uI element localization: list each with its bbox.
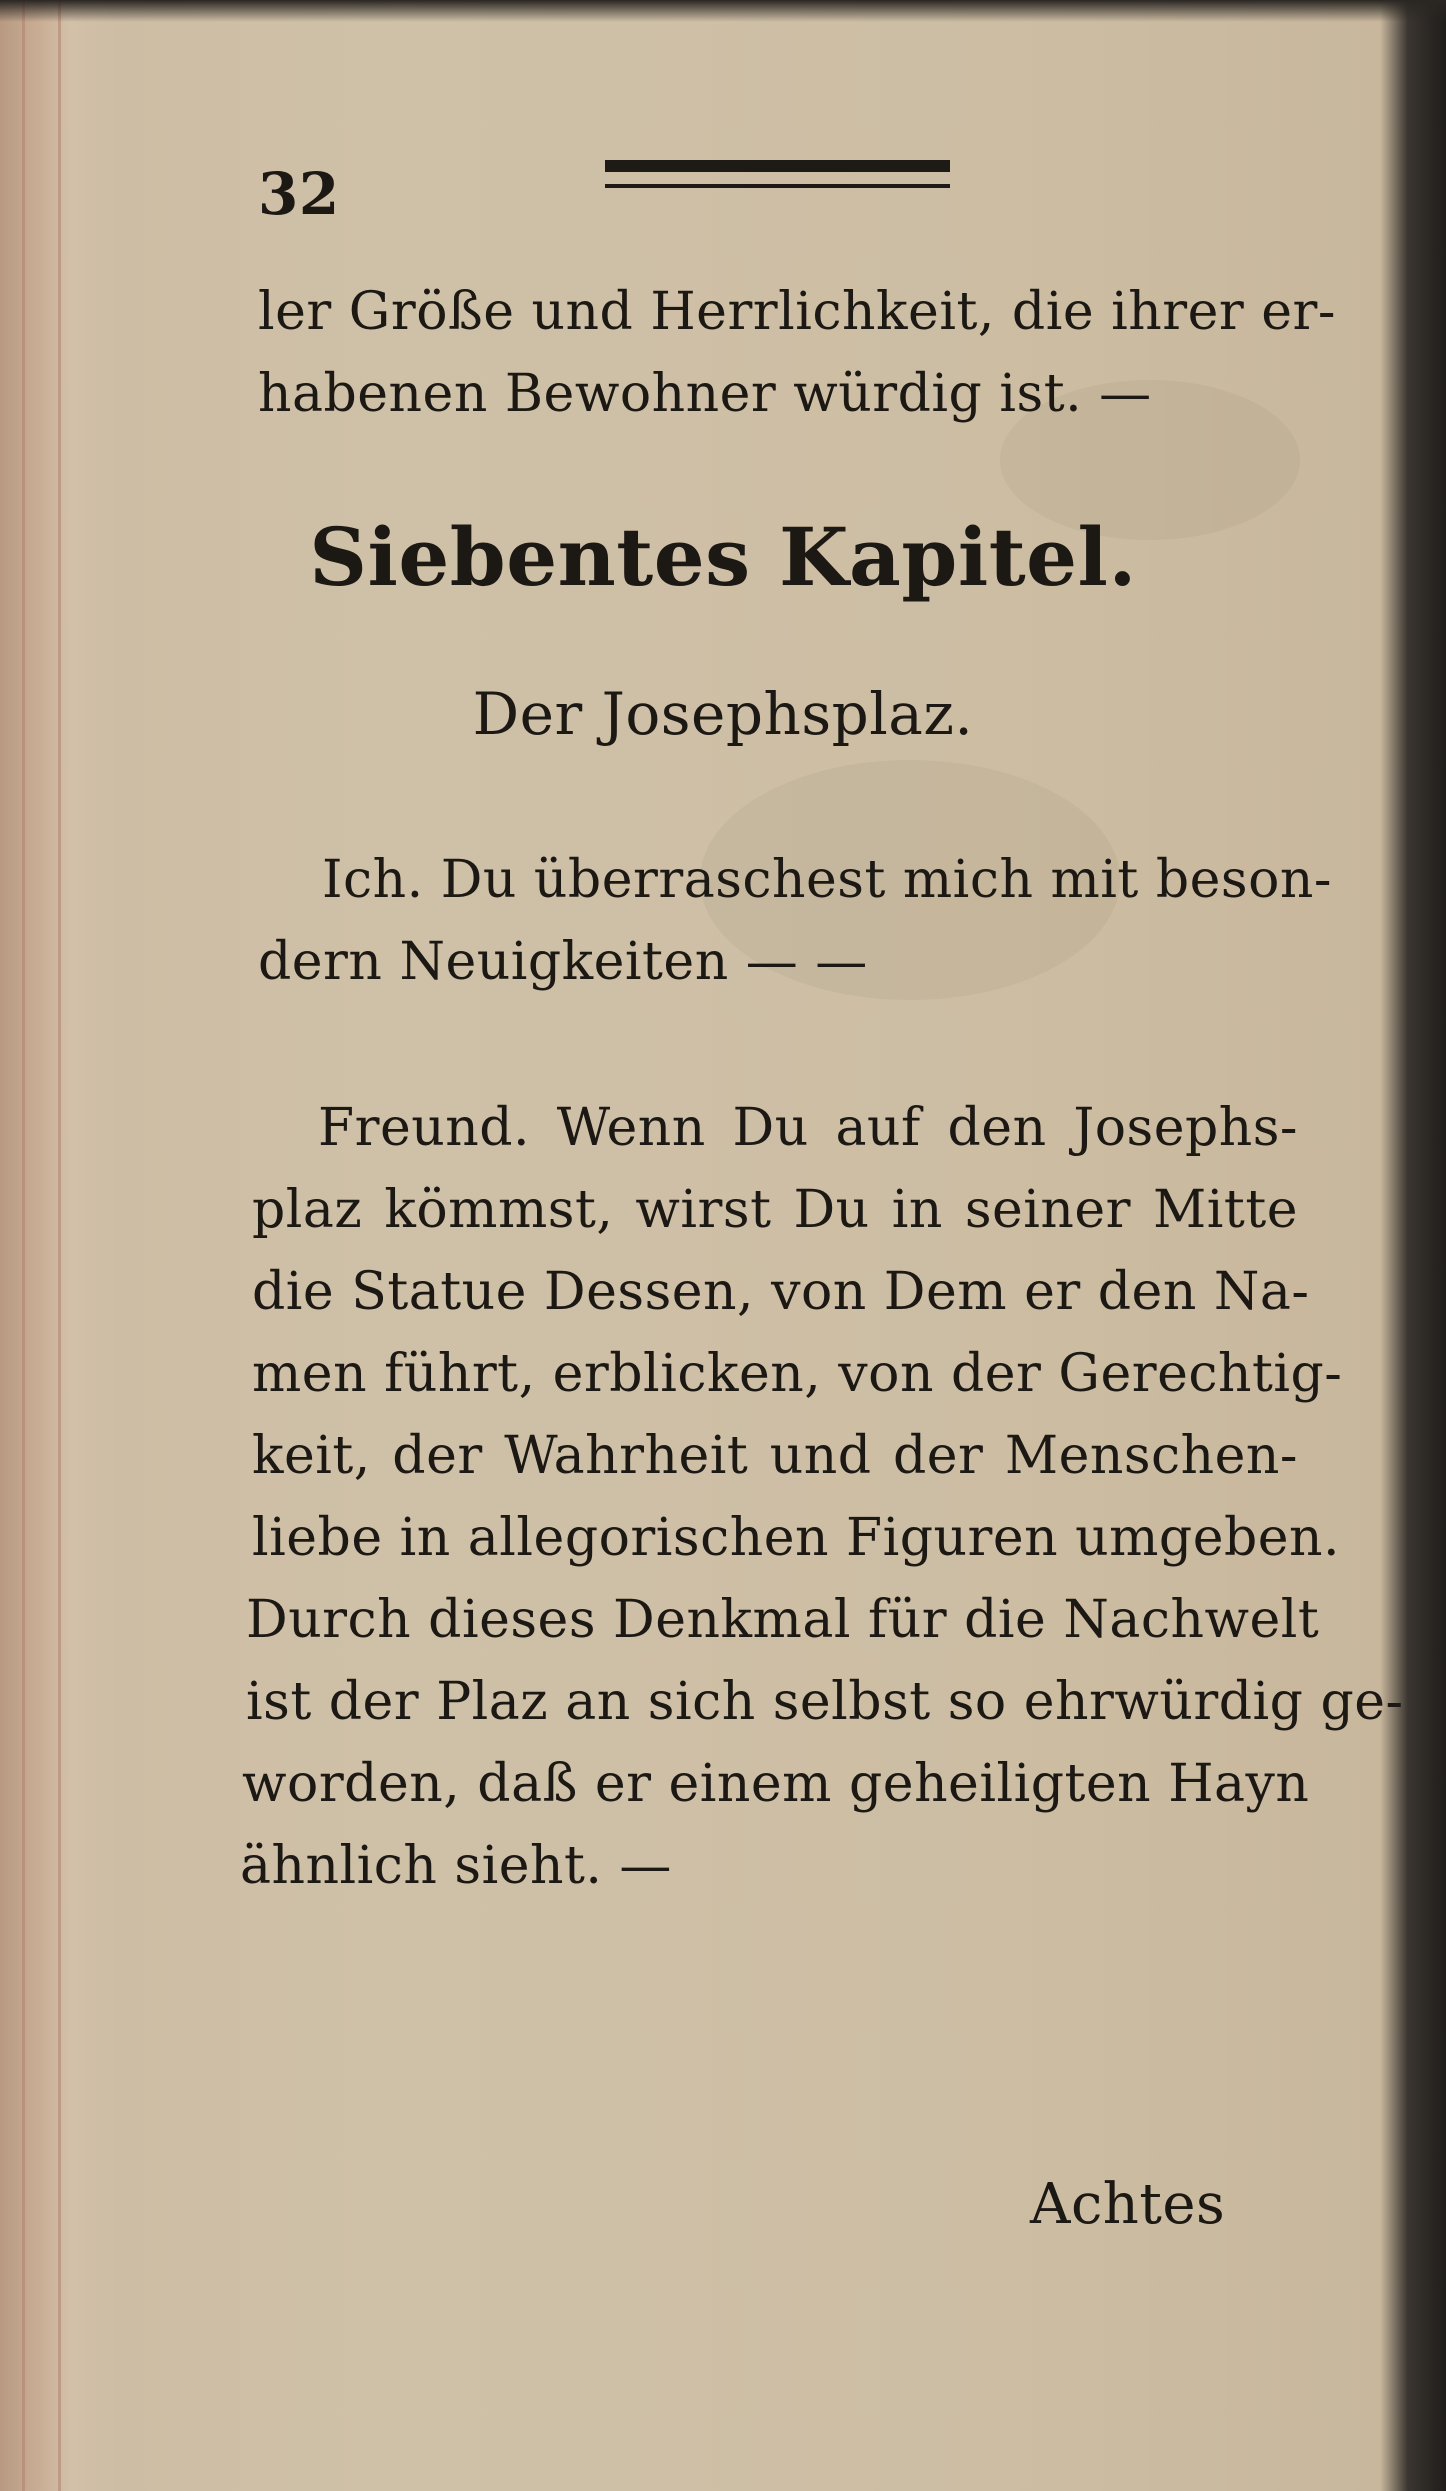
text-line: worden, daß er einem geheiligten Hayn	[242, 1754, 1310, 1814]
top-shadow	[0, 0, 1446, 22]
text-line: die Statue Dessen, von Dem er den Na-	[252, 1262, 1310, 1322]
text-line: habenen Bewohner würdig ist. —	[258, 364, 1152, 424]
catchword: Achtes	[1030, 2172, 1226, 2237]
text-line: plaz kömmst, wirst Du in seiner Mitte	[252, 1180, 1298, 1240]
chapter-title: Siebentes Kapitel.	[309, 510, 1137, 604]
text-line: Durch dieses Denkmal für die Nachwelt	[246, 1590, 1320, 1650]
header-rule-thin	[605, 184, 950, 188]
page-number: 32	[258, 160, 340, 228]
text-line: liebe in allegorischen Figuren umgeben.	[252, 1508, 1341, 1568]
text-line: ähnlich sieht. —	[240, 1836, 672, 1896]
text-line: ler Größe und Herrlichkeit, die ihrer er-	[258, 282, 1336, 342]
text-line: ist der Plaz an sich selbst so ehrwürdig ge-	[246, 1672, 1404, 1732]
text-line: Ich. Du überraschest mich mit beson-	[322, 850, 1332, 910]
text-line: keit, der Wahrheit und der Menschen-	[252, 1426, 1298, 1486]
page-edge-left-inner	[58, 0, 61, 2491]
header-rule-thick	[605, 160, 950, 172]
page-edge-left	[22, 0, 25, 2491]
chapter-subtitle: Der Josephsplaz.	[472, 680, 974, 748]
text-line: dern Neuigkeiten — —	[258, 932, 868, 992]
text-line: men führt, erblicken, von der Gerechtig-	[252, 1344, 1343, 1404]
text-line: Freund. Wenn Du auf den Josephs-	[318, 1098, 1298, 1158]
